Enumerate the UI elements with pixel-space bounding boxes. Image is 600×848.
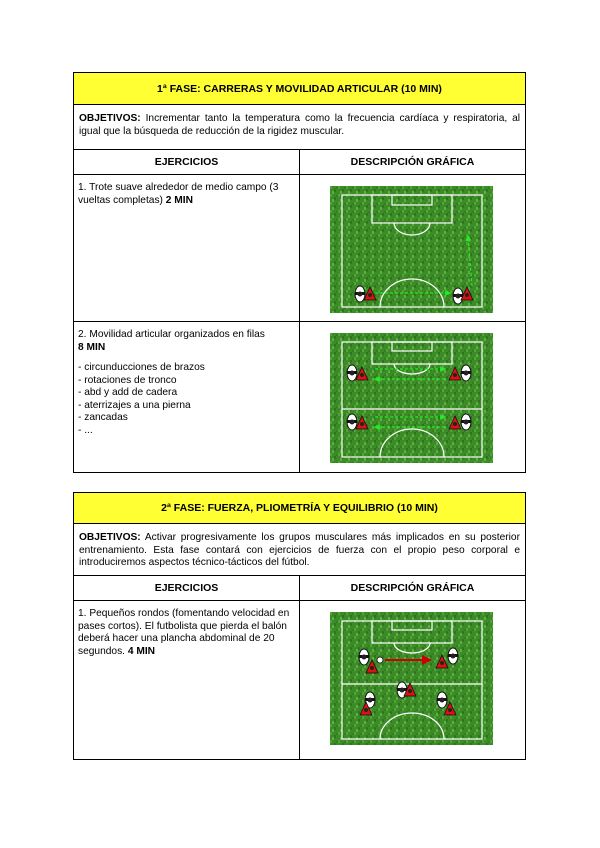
graphic-cell (300, 322, 525, 472)
list-item: - circunducciones de brazos (78, 362, 205, 373)
exercise-description: 1. Trote suave alrededor de medio campo (3 vueltas completas) (78, 182, 279, 206)
list-item: - aterrizajes a una pierna (78, 399, 191, 411)
phase2-objectives (74, 524, 525, 576)
phase1-title: 1ª FASE: CARRERAS Y MOVILIDAD ARTICULAR (10 MIN) (74, 73, 525, 105)
exercise-duration: 4 MIN (127, 645, 156, 657)
exercise-description: 2. Movilidad articular organizados en filas (78, 329, 265, 340)
exercise-list (78, 362, 295, 437)
list-item: - abd y add de cadera (78, 387, 178, 398)
exercise-duration: 2 MIN (165, 194, 193, 206)
phase1-header-row (74, 150, 525, 175)
phase2-table (73, 492, 526, 760)
list-item: - ... (78, 424, 93, 436)
exercise-text (74, 175, 300, 321)
field-diagram-jog (330, 186, 493, 313)
field-diagram-mobility (330, 333, 493, 463)
phase2-col-graphic: DESCRIPCIÓN GRÁFICA (350, 582, 475, 594)
phase1-objectives-text: Incrementar tanto la temperatura como la frecuencia cardíaca y respiratoria, al igual que la búsqueda de reducción de la rigidez muscular. (79, 113, 520, 137)
phase1-exercise-row-2 (74, 322, 525, 472)
exercise-text (74, 601, 300, 759)
list-item: - zancadas (78, 412, 128, 423)
phase2-header-row (74, 576, 525, 601)
exercise-duration: 8 MIN (78, 341, 106, 353)
field-diagram-rondos (330, 612, 493, 745)
phase1-objectives-label: OBJETIVOS: (79, 113, 141, 124)
list-item: - rotaciones de tronco (78, 374, 177, 386)
phase2-objectives-text: Activar progresivamente los grupos musculares más implicados en su posterior entrenamiento. Esta fase contará con ejercicios de fuerza con el propio peso corporal e introduciremos aspectos técnico-tácticos del fútbol. (79, 532, 520, 568)
phase2-col-exercises: EJERCICIOS (74, 576, 300, 600)
phase1-col-graphic: DESCRIPCIÓN GRÁFICA (350, 156, 475, 168)
phase1-exercise-row-1 (74, 175, 525, 322)
phase2-exercise-row-1 (74, 601, 525, 759)
graphic-cell (300, 175, 525, 321)
phase2-objectives-label: OBJETIVOS: (79, 532, 141, 543)
phase2-title: 2ª FASE: FUERZA, PLIOMETRÍA Y EQUILIBRIO (10 MIN) (74, 493, 525, 524)
phase1-col-exercises: EJERCICIOS (74, 150, 300, 174)
graphic-cell (300, 601, 525, 759)
exercise-description: 1. Pequeños rondos (fomentando velocidad en pases cortos). El futbolista que pierda el balón deberá hacer una plancha abdominal de 20 segundos. (78, 608, 290, 657)
exercise-text (74, 322, 300, 472)
phase1-table (73, 72, 526, 473)
phase1-objectives (74, 105, 525, 150)
